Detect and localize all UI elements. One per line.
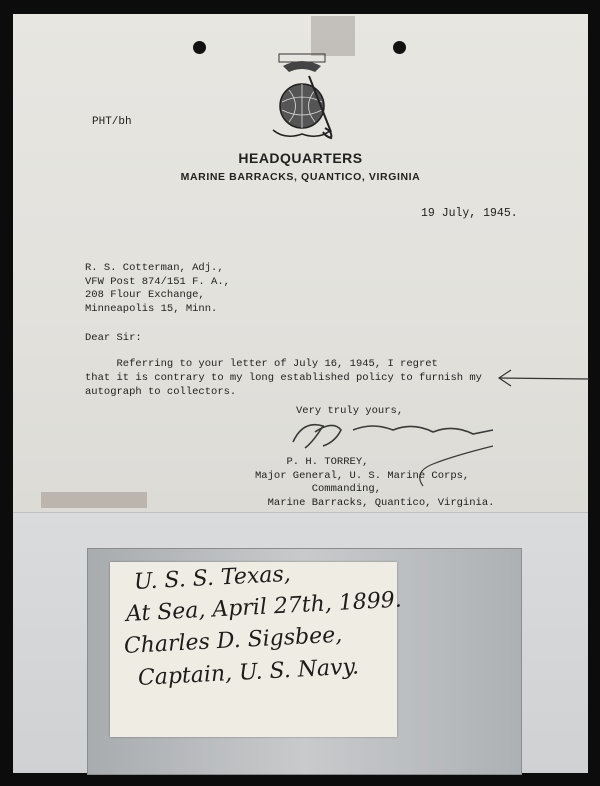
closing: Very truly yours, bbox=[296, 405, 404, 417]
signature-line: Marine Barracks, Quantico, Virginia. bbox=[255, 496, 495, 509]
punch-hole-right bbox=[393, 41, 406, 54]
hand-drawn-arrow-icon bbox=[497, 366, 591, 390]
recipient-line: R. S. Cotterman, Adj., bbox=[85, 262, 224, 274]
marine-corps-emblem-icon bbox=[265, 52, 339, 140]
punch-hole-left bbox=[193, 41, 206, 54]
tape-strip-bottom bbox=[41, 492, 147, 508]
tape-strip-top bbox=[311, 16, 355, 56]
letter-body bbox=[85, 357, 482, 399]
recipient-line: Minneapolis 15, Minn. bbox=[85, 302, 218, 315]
letterhead-location: MARINE BARRACKS, QUANTICO, VIRGINIA bbox=[180, 171, 421, 183]
body-line: autograph to collectors. bbox=[85, 386, 237, 398]
card-line: Captain, U. S. Navy. bbox=[137, 654, 360, 691]
signature-block bbox=[255, 456, 494, 510]
letter-page bbox=[13, 14, 588, 512]
salutation: Dear Sir: bbox=[85, 332, 142, 344]
recipient-address bbox=[85, 262, 230, 316]
signature-line: Major General, U. S. Marine Corps, bbox=[255, 469, 470, 482]
signature-line: P. H. TORREY, bbox=[255, 456, 369, 468]
body-line: Referring to your letter of July 16, 1945, I regret bbox=[85, 358, 438, 370]
signature-line: Commanding, bbox=[255, 483, 382, 495]
recipient-line: VFW Post 874/151 F. A., bbox=[85, 275, 230, 288]
letter-date: 19 July, 1945. bbox=[421, 207, 518, 220]
autograph-card bbox=[110, 561, 403, 737]
card-line: At Sea, April 27th, 1899. bbox=[125, 587, 403, 627]
body-line: that it is contrary to my long established policy to furnish my bbox=[85, 372, 482, 384]
card-line: Charles D. Sigsbee, bbox=[123, 622, 343, 659]
recipient-line: 208 Flour Exchange, bbox=[85, 289, 205, 301]
card-line: U. S. S. Texas, bbox=[133, 561, 292, 595]
reference-initials: PHT/bh bbox=[92, 116, 132, 128]
letterhead-title: HEADQUARTERS bbox=[238, 150, 363, 166]
